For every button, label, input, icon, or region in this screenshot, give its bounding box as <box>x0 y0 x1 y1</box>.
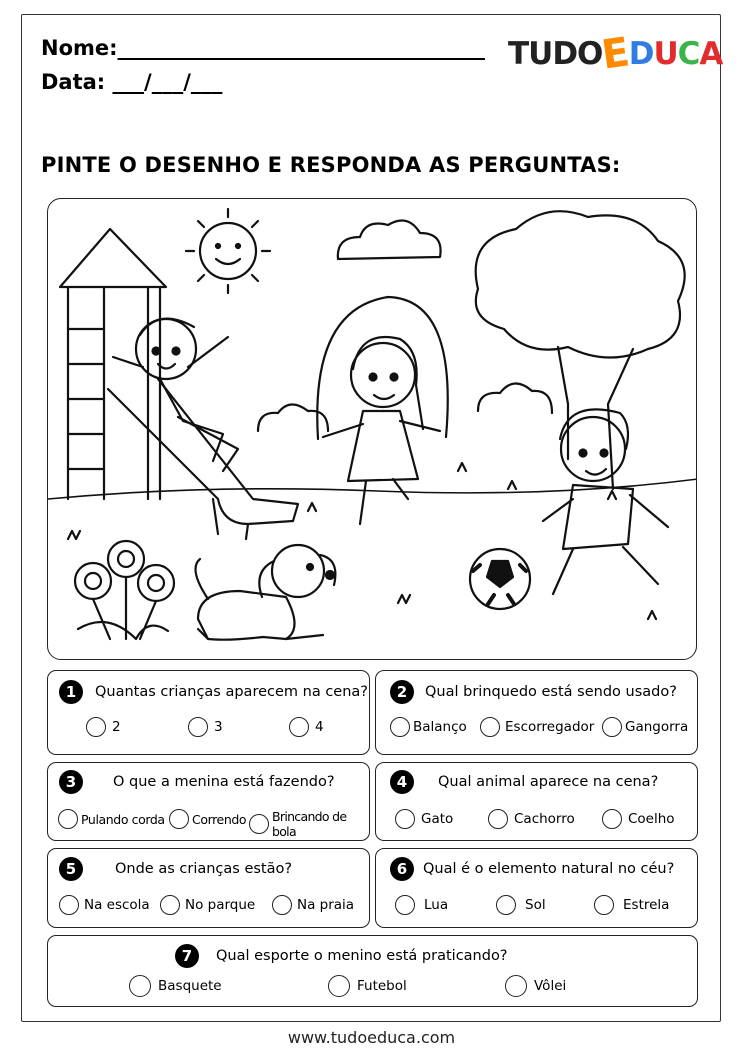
answer-option[interactable]: 3 <box>188 717 223 737</box>
question-text: Qual é o elemento natural no céu? <box>423 861 675 877</box>
answer-option[interactable]: Sol <box>496 895 546 915</box>
radio-circle[interactable] <box>594 895 614 915</box>
question-text: Qual brinquedo está sendo usado? <box>425 684 677 700</box>
answer-option[interactable]: Vôlei <box>505 975 566 997</box>
question-text: Quantas crianças aparecem na cena? <box>95 684 368 700</box>
dog-icon <box>196 545 336 640</box>
tree-icon <box>476 211 685 489</box>
question-7-box <box>47 935 698 1007</box>
answer-option[interactable]: Cachorro <box>488 809 575 829</box>
answer-option[interactable]: Gangorra <box>602 717 688 737</box>
answer-option[interactable]: Balanço <box>390 717 467 737</box>
question-number-badge: 7 <box>175 944 199 968</box>
page-title: PINTE O DESENHO E RESPONDA AS PERGUNTAS: <box>41 153 621 177</box>
radio-circle[interactable] <box>390 717 410 737</box>
question-text: Onde as crianças estão? <box>115 861 293 877</box>
radio-circle[interactable] <box>59 895 79 915</box>
radio-circle[interactable] <box>602 717 622 737</box>
answer-option[interactable]: No parque <box>160 895 255 915</box>
question-3-box <box>47 762 370 841</box>
question-text: Qual esporte o menino está praticando? <box>216 948 508 964</box>
radio-circle[interactable] <box>272 895 292 915</box>
name-line: ___________________________________ <box>117 36 486 60</box>
question-4-box <box>375 762 698 841</box>
radio-circle[interactable] <box>496 895 516 915</box>
question-text: Qual animal aparece na cena? <box>438 774 659 790</box>
question-number-badge: 5 <box>59 857 83 881</box>
boy-running <box>543 409 668 594</box>
radio-circle[interactable] <box>169 809 189 829</box>
name-field[interactable] <box>41 36 485 60</box>
answer-option[interactable]: Lua <box>395 895 448 915</box>
footer-url[interactable]: www.tudoeduca.com <box>287 1028 456 1047</box>
coloring-illustration[interactable] <box>47 198 697 660</box>
answer-option[interactable]: Escorregador <box>480 717 594 737</box>
slide-icon <box>60 229 298 539</box>
question-5-box <box>47 848 370 928</box>
answer-option[interactable]: Pulando corda <box>58 809 165 829</box>
radio-circle[interactable] <box>86 717 106 737</box>
radio-circle[interactable] <box>395 809 415 829</box>
radio-circle[interactable] <box>395 895 415 915</box>
date-label: Data: <box>41 70 106 94</box>
tudoeduca-logo: TUDO E D U C A <box>508 29 723 79</box>
radio-circle[interactable] <box>249 814 269 834</box>
date-line: ___/___/___ <box>112 70 223 94</box>
boy-on-slide <box>113 319 238 471</box>
answer-option[interactable]: Correndo <box>169 809 246 829</box>
answer-option[interactable]: 2 <box>86 717 121 737</box>
question-number-badge: 6 <box>390 857 414 881</box>
answer-option[interactable]: Na escola <box>59 895 150 915</box>
answer-option[interactable]: Na praia <box>272 895 354 915</box>
radio-circle[interactable] <box>602 809 622 829</box>
date-field[interactable] <box>41 70 222 94</box>
radio-circle[interactable] <box>480 717 500 737</box>
answer-option[interactable]: Gato <box>395 809 453 829</box>
answer-option[interactable]: Basquete <box>129 975 222 997</box>
question-number-badge: 3 <box>59 770 83 794</box>
question-6-box <box>375 848 698 928</box>
question-1-box <box>47 670 370 755</box>
radio-circle[interactable] <box>129 975 151 997</box>
radio-circle[interactable] <box>188 717 208 737</box>
question-number-badge: 2 <box>390 680 414 704</box>
soccer-ball-icon <box>470 549 530 609</box>
radio-circle[interactable] <box>328 975 350 997</box>
answer-option[interactable]: Estrela <box>594 895 669 915</box>
name-label: Nome: <box>41 36 118 60</box>
flowers-icon <box>75 541 174 639</box>
question-text: O que a menina está fazendo? <box>113 774 335 790</box>
answer-option[interactable]: Brincando de bola <box>249 809 369 839</box>
question-2-box <box>375 670 698 755</box>
radio-circle[interactable] <box>488 809 508 829</box>
answer-option[interactable]: Futebol <box>328 975 407 997</box>
radio-circle[interactable] <box>58 809 78 829</box>
question-number-badge: 1 <box>59 680 83 704</box>
answer-option[interactable]: Coelho <box>602 809 675 829</box>
question-number-badge: 4 <box>390 770 414 794</box>
sun-icon <box>186 209 270 293</box>
playground-drawing <box>48 199 697 660</box>
radio-circle[interactable] <box>505 975 527 997</box>
answer-option[interactable]: 4 <box>289 717 324 737</box>
cloud-icon <box>338 221 441 260</box>
radio-circle[interactable] <box>289 717 309 737</box>
radio-circle[interactable] <box>160 895 180 915</box>
